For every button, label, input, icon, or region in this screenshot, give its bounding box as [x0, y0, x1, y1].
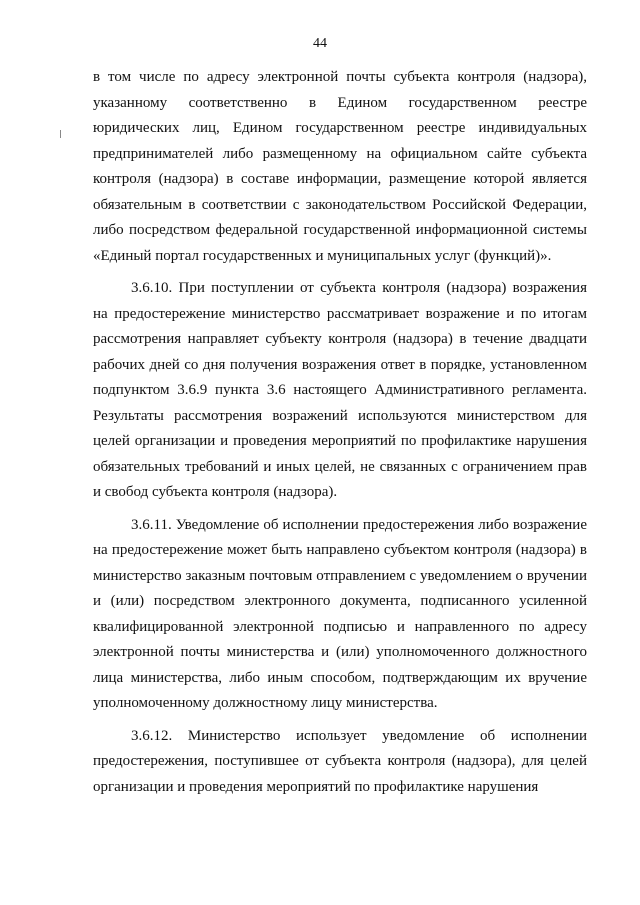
body-text — [93, 65, 587, 807]
paragraph-3-6-11: 3.6.11. Уведомление об исполнении предостережения либо возражение на предостережение может быть направлено субъектом контроля (надзора) в министерство заказным почтовым отправлением с уведомлением о вручении и (или) посредством электронного документа, подписанного усиленной квалифицированной электронной подписью и направленного по адресу электронной почты министерства и (или) уполномоченного должностного лица министерства, либо иным способом, подтверждающим их вручение уполномоченному должностному лицу министерства. — [93, 516, 587, 711]
margin-mark — [60, 130, 61, 138]
paragraph-continuation: в том числе по адресу электронной почты субъекта контроля (надзора), указанному соответственно в Едином государственном реестре юридических лиц, Едином государственном реестре индивидуальных предпринимателей либо размещенному на официальном сайте субъекта контроля (надзора) в составе информации, размещение которой является обязательным в соответствии с законодательством Российской Федерации, либо посредством федеральной государственной информационной системы «Единый портал государственных и муниципальных услуг (функций)». — [93, 69, 587, 264]
paragraph-3-6-10: 3.6.10. При поступлении от субъекта контроля (надзора) возражения на предостережение министерство рассматривает возражение и по итогам рассмотрения направляет субъекту контроля (надзора) в течение двадцати рабочих дней со дня получения возражения ответ в порядке, установленном подпунктом 3.6.9 пункта 3.6 настоящего Административного регламента. Результаты рассмотрения возражений используются министерством для целей организации и проведения мероприятий по профилактике нарушения обязательных требований и иных целей, не связанных с ограничением прав и свобод субъекта контроля (надзора). — [93, 280, 587, 500]
paragraph-3-6-12: 3.6.12. Министерство использует уведомление об исполнении предостережения, поступившее от субъекта контроля (надзора), для целей организации и проведения мероприятий по профилактике нарушения — [93, 727, 587, 795]
page-number: 44 — [313, 36, 327, 51]
